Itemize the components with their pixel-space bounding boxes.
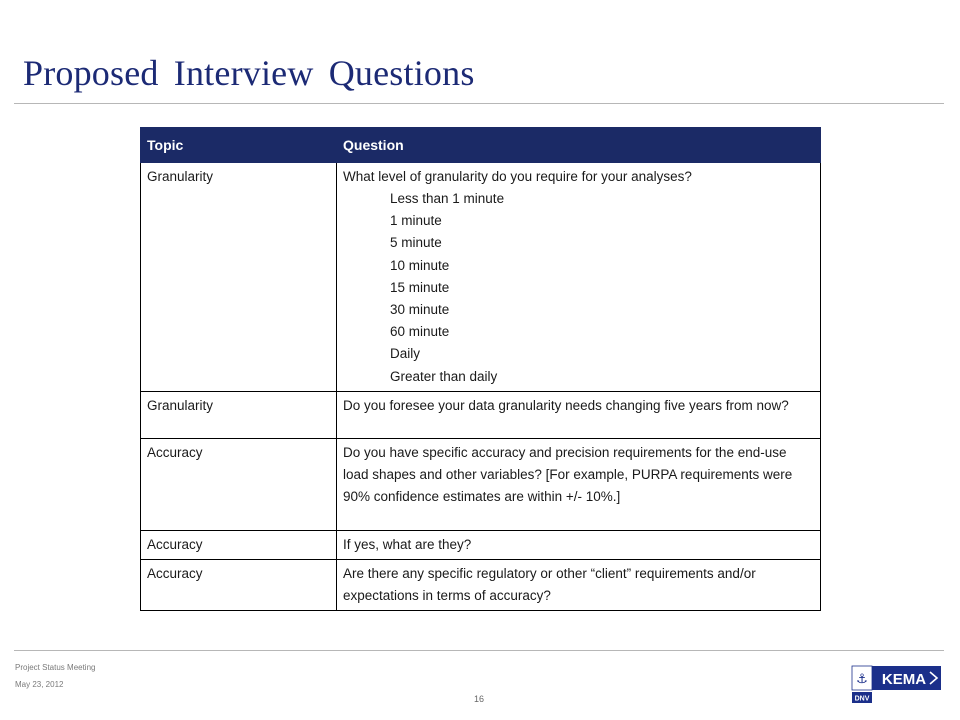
question-cell: Do you foresee your data granularity needs changing five years from now? bbox=[337, 391, 821, 438]
question-cell: Are there any specific regulatory or other “client” requirements and/or expectations in terms of accuracy? bbox=[337, 559, 821, 610]
table-header-row bbox=[141, 128, 821, 163]
option-item: Greater than daily bbox=[390, 368, 498, 384]
question-cell: If yes, what are they? bbox=[337, 530, 821, 559]
option-item: 10 minute bbox=[390, 257, 450, 273]
table-row bbox=[141, 391, 821, 438]
dnv-mark: DNV bbox=[854, 695, 870, 703]
topic-cell: Accuracy bbox=[141, 530, 337, 559]
title-divider bbox=[14, 103, 944, 104]
question-text: What level of granularity do you require for your analyses? bbox=[343, 169, 692, 184]
table-row bbox=[141, 530, 821, 559]
question-cell: Do you have specific accuracy and precision requirements for the end-use load shapes and other variables? [For example, PURPA requirements were 90% confidence estimates are within +/- 10%.] bbox=[337, 438, 821, 530]
option-item: Daily bbox=[390, 346, 421, 362]
option-item: 30 minute bbox=[390, 302, 450, 318]
option-item: 60 minute bbox=[390, 324, 450, 340]
table-row bbox=[141, 559, 821, 610]
table-row bbox=[141, 438, 821, 530]
dnv-emblem-icon bbox=[852, 666, 872, 690]
slide-title: Proposed Interview Questions bbox=[23, 53, 475, 93]
option-item: 5 minute bbox=[390, 235, 442, 251]
footer-meeting: Project Status Meeting bbox=[15, 663, 96, 672]
granularity-options bbox=[343, 188, 814, 388]
option-item: 15 minute bbox=[390, 279, 450, 295]
option-item: 1 minute bbox=[390, 213, 442, 229]
footer-date: May 23, 2012 bbox=[15, 680, 64, 689]
topic-cell: Accuracy bbox=[141, 438, 337, 530]
page-number: 16 bbox=[474, 694, 485, 704]
table-row bbox=[141, 163, 821, 392]
footer-divider bbox=[14, 650, 944, 651]
question-cell bbox=[337, 163, 821, 392]
questions-table bbox=[140, 127, 821, 611]
svg-text:⚓: ⚓ bbox=[856, 672, 868, 687]
kema-dnv-logo bbox=[850, 663, 943, 705]
kema-wordmark: KEMA bbox=[881, 671, 927, 688]
topic-cell: Granularity bbox=[141, 163, 337, 392]
topic-cell: Accuracy bbox=[141, 559, 337, 610]
topic-cell: Granularity bbox=[141, 391, 337, 438]
header-topic: Topic bbox=[141, 128, 337, 163]
header-question: Question bbox=[337, 128, 821, 163]
option-item: Less than 1 minute bbox=[390, 191, 505, 206]
